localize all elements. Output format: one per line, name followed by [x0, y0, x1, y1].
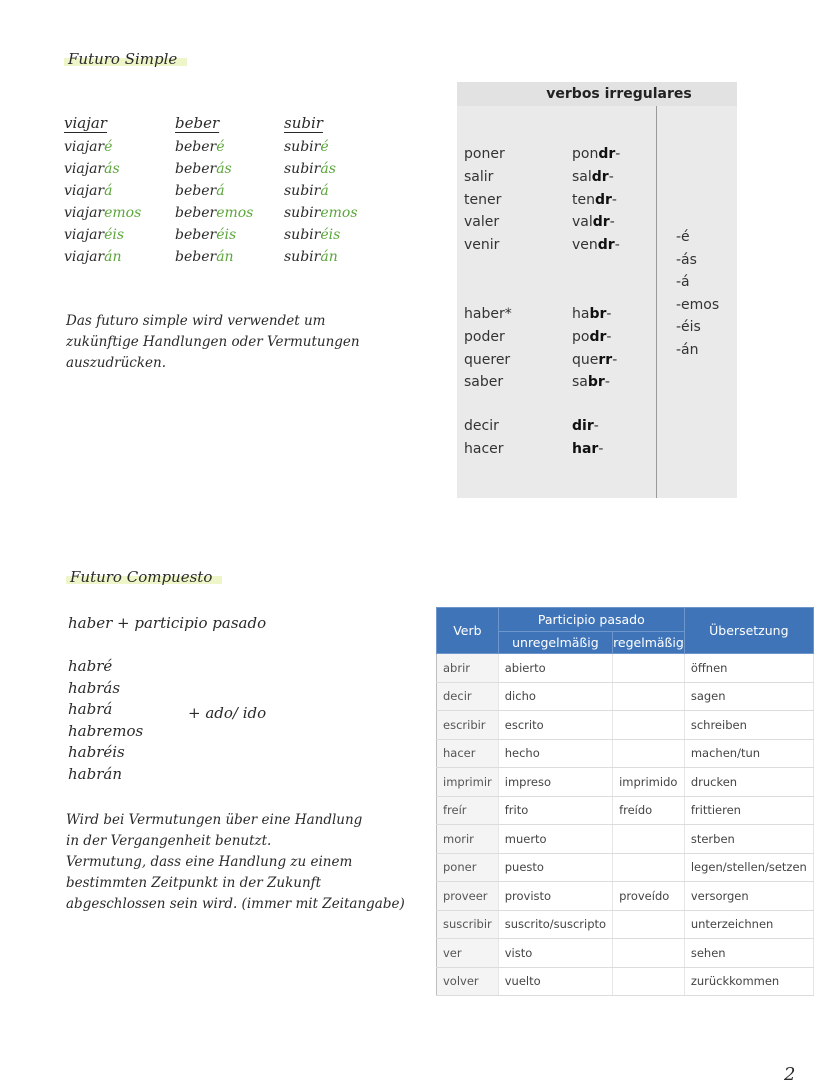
cell-irregular: escrito: [498, 711, 612, 740]
future-ending: -ás: [676, 251, 697, 268]
header-regular: regelmäßig: [613, 632, 685, 654]
cell-verb: proveer: [437, 882, 499, 911]
verb-ending: ás: [216, 161, 232, 177]
note-line: abgeschlossen sein wird. (immer mit Zeitangabe): [66, 896, 405, 912]
stem-hyphen: -: [615, 146, 621, 162]
verb-ending: é: [104, 139, 113, 155]
infinitive: decir: [464, 418, 499, 434]
verb-ending: án: [216, 249, 234, 265]
verb-ending: án: [104, 249, 122, 265]
table-row: [437, 739, 814, 768]
table-row: [437, 654, 814, 683]
cell-irregular: frito: [498, 796, 612, 825]
future-ending: -án: [676, 342, 699, 358]
header-translation: Übersetzung: [684, 608, 813, 654]
cell-irregular: vuelto: [498, 967, 612, 996]
cell-translation: sterben: [684, 825, 813, 854]
cell-regular: [613, 853, 685, 882]
cell-regular: [613, 682, 685, 711]
cell-verb: suscribir: [437, 910, 499, 939]
conjugated-form: [175, 158, 253, 180]
stem-bold-part: br: [589, 306, 607, 322]
stem-part: que: [572, 351, 599, 368]
future-ending: -á: [676, 274, 690, 291]
cell-translation: schreiben: [684, 711, 813, 740]
verb-ending: é: [320, 139, 329, 155]
conjugated-form: [284, 202, 358, 224]
irregular-verbs-title: verbos irregulares: [457, 82, 737, 106]
cell-verb: ver: [437, 939, 499, 968]
verb-stem: viajar: [64, 205, 105, 221]
conjugation-column: [175, 112, 253, 268]
divider-line: [656, 106, 657, 498]
verb-stem: viajar: [64, 249, 105, 265]
verb-stem: beber: [175, 227, 217, 243]
cell-irregular: muerto: [498, 825, 612, 854]
note-line: Wird bei Vermutungen über eine Handlung: [66, 812, 363, 828]
future-ending: -emos: [676, 296, 720, 313]
cell-translation: sehen: [684, 939, 813, 968]
cell-verb: imprimir: [437, 768, 499, 797]
conjugated-form: [175, 224, 253, 246]
verb-stem: beber: [175, 205, 217, 221]
cell-irregular: hecho: [498, 739, 612, 768]
verb-stem: beber: [175, 139, 217, 155]
stem-part: sal: [572, 168, 592, 185]
cell-translation: versorgen: [684, 882, 813, 911]
verb-ending: éis: [320, 227, 341, 243]
infinitive: valer: [464, 214, 500, 231]
haber-form: habrán: [68, 764, 122, 783]
haber-form: habré: [68, 657, 113, 675]
stem-hyphen: -: [612, 351, 618, 368]
infinitive: salir: [464, 168, 494, 185]
irregular-stem: [572, 146, 620, 162]
table-row: [437, 882, 814, 911]
conjugated-form: [64, 180, 141, 202]
cell-regular: imprimido: [613, 768, 685, 797]
table-row: [437, 682, 814, 711]
conjugated-form: [175, 136, 253, 158]
infinitive: querer: [464, 351, 511, 368]
cell-irregular: provisto: [498, 882, 612, 911]
futuro-simple-note: [66, 311, 360, 374]
conjugated-form: [175, 202, 253, 224]
stem-part: ven: [572, 237, 598, 254]
cell-translation: öffnen: [684, 654, 813, 683]
note-line: Vermutung, dass eine Handlung zu einem: [66, 854, 353, 870]
verb-ending: ás: [320, 161, 336, 177]
cell-regular: proveído: [613, 882, 685, 911]
infinitive: haber*: [464, 306, 512, 322]
cell-verb: poner: [437, 853, 499, 882]
table-row: [437, 939, 814, 968]
table-row: [437, 768, 814, 797]
column-header: subir: [284, 114, 323, 132]
irregular-stem: [572, 352, 617, 368]
verb-stem: subir: [284, 249, 321, 265]
conjugated-form: [175, 180, 253, 202]
verb-stem: viajar: [64, 161, 105, 177]
cell-translation: frittieren: [684, 796, 813, 825]
verb-stem: subir: [284, 227, 321, 243]
cell-verb: escribir: [437, 711, 499, 740]
infinitive: poder: [464, 328, 505, 345]
column-header: beber: [175, 114, 220, 132]
verb-stem: viajar: [64, 139, 105, 155]
verb-ending: é: [216, 139, 225, 155]
stem-bold-part: dr: [597, 237, 615, 254]
infinitive: hacer: [464, 440, 504, 457]
table-row: [437, 853, 814, 882]
stem-bold-part: dr: [592, 214, 610, 231]
table-row: [437, 711, 814, 740]
cell-irregular: suscrito/suscripto: [498, 910, 612, 939]
stem-hyphen: -: [606, 328, 612, 345]
verb-ending: á: [216, 183, 225, 199]
stem-bold-part: dr: [594, 191, 612, 208]
cell-verb: morir: [437, 825, 499, 854]
note-line: Das futuro simple wird verwendet um: [66, 313, 326, 329]
stem-part: po: [572, 328, 590, 345]
cell-verb: abrir: [437, 654, 499, 683]
irregular-stem: [572, 374, 610, 390]
irregular-stem: [572, 418, 599, 434]
cell-translation: unterzeichnen: [684, 910, 813, 939]
cell-irregular: puesto: [498, 853, 612, 882]
section-title-futuro-compuesto: Futuro Compuesto: [66, 568, 222, 586]
conjugated-form: [284, 224, 358, 246]
verb-stem: beber: [175, 161, 217, 177]
cell-regular: [613, 910, 685, 939]
participle-suffix: + ado/ ido: [188, 704, 267, 722]
verb-stem: subir: [284, 139, 321, 155]
future-ending: -é: [676, 229, 690, 245]
cell-translation: zurückkommen: [684, 967, 813, 996]
stem-hyphen: -: [593, 418, 599, 434]
irregular-stem: [572, 214, 615, 230]
irregular-stem: [572, 441, 603, 457]
table-row: [437, 910, 814, 939]
conjugated-form: [284, 158, 358, 180]
irregular-stem: [572, 306, 611, 322]
irregular-stem: [572, 329, 611, 345]
cell-irregular: visto: [498, 939, 612, 968]
cell-translation: legen/stellen/setzen: [684, 853, 813, 882]
verb-stem: beber: [175, 249, 217, 265]
conjugation-column: [284, 112, 358, 268]
conjugation-column: [64, 112, 141, 268]
verb-ending: éis: [216, 227, 237, 243]
verb-stem: subir: [284, 205, 321, 221]
stem-bold-part: rr: [598, 351, 613, 368]
future-ending: -éis: [676, 319, 701, 336]
haber-form: habrás: [68, 678, 121, 697]
verb-ending: án: [320, 249, 338, 265]
conjugated-form: [64, 224, 141, 246]
irregular-stem: [572, 169, 614, 185]
cell-regular: [613, 967, 685, 996]
conjugated-form: [64, 136, 141, 158]
infinitive: venir: [464, 237, 500, 254]
header-irregular: unregelmäßig: [498, 632, 612, 654]
stem-bold-part: dr: [598, 146, 616, 162]
note-line: auszudrücken.: [66, 355, 166, 371]
cell-translation: drucken: [684, 768, 813, 797]
stem-bold-part: dr: [589, 328, 607, 345]
stem-hyphen: -: [598, 440, 604, 457]
note-line: bestimmten Zeitpunkt in der Zukunft: [66, 875, 322, 891]
conjugated-form: [64, 158, 141, 180]
stem-bold-part: dir: [572, 418, 594, 434]
infinitive: tener: [464, 191, 502, 208]
formula: haber + participio pasado: [68, 614, 267, 632]
stem-hyphen: -: [611, 191, 617, 208]
verb-ending: éis: [104, 227, 125, 243]
note-line: zukünftige Handlungen oder Vermutungen: [66, 334, 360, 350]
table-row: [437, 825, 814, 854]
verb-ending: emos: [320, 205, 358, 221]
conjugated-form: [284, 180, 358, 202]
conjugated-form: [64, 202, 141, 224]
cell-translation: sagen: [684, 682, 813, 711]
cell-regular: [613, 825, 685, 854]
infinitive: poner: [464, 146, 505, 162]
table-row: [437, 796, 814, 825]
stem-hyphen: -: [614, 237, 620, 254]
verb-stem: subir: [284, 183, 321, 199]
haber-form: habréis: [68, 743, 125, 761]
conjugated-form: [175, 246, 253, 268]
haber-form: habrá: [68, 700, 113, 718]
cell-verb: volver: [437, 967, 499, 996]
irregular-verbs-box: [457, 82, 737, 498]
stem-hyphen: -: [606, 306, 612, 322]
stem-part: ha: [572, 306, 590, 322]
page-number: 2: [784, 1064, 796, 1085]
cell-verb: freír: [437, 796, 499, 825]
stem-part: ten: [572, 191, 595, 208]
section-title-futuro-simple: Futuro Simple: [64, 50, 187, 68]
stem-bold-part: br: [587, 374, 605, 391]
verb-ending: á: [104, 183, 113, 199]
irregular-stem: [572, 192, 617, 208]
note-line: in der Vergangenheit benutzt.: [66, 833, 272, 849]
cell-regular: [613, 711, 685, 740]
cell-regular: [613, 939, 685, 968]
cell-regular: [613, 654, 685, 683]
table-row: [437, 967, 814, 996]
verb-stem: beber: [175, 183, 217, 199]
cell-irregular: impreso: [498, 768, 612, 797]
irregular-stem: [572, 237, 620, 253]
cell-regular: freído: [613, 796, 685, 825]
verb-stem: viajar: [64, 227, 105, 243]
cell-regular: [613, 739, 685, 768]
cell-translation: machen/tun: [684, 739, 813, 768]
haber-forms: [68, 656, 143, 785]
stem-hyphen: -: [604, 374, 610, 391]
stem-part: sa: [572, 374, 588, 391]
haber-form: habremos: [68, 721, 144, 740]
stem-bold-part: dr: [591, 168, 609, 185]
stem-hyphen: -: [608, 168, 614, 185]
stem-part: pon: [572, 146, 599, 162]
verb-ending: á: [320, 183, 329, 199]
header-verb: Verb: [437, 608, 499, 654]
cell-verb: hacer: [437, 739, 499, 768]
verb-ending: ás: [104, 161, 120, 177]
conjugated-form: [284, 246, 358, 268]
verb-stem: viajar: [64, 183, 105, 199]
participle-table: [436, 607, 814, 996]
column-header: viajar: [64, 114, 107, 132]
conjugated-form: [284, 136, 358, 158]
stem-bold-part: har: [572, 440, 599, 457]
verb-stem: subir: [284, 161, 321, 177]
infinitive: saber: [464, 374, 504, 391]
header-participio: Participio pasado: [498, 608, 684, 632]
cell-irregular: abierto: [498, 654, 612, 683]
conjugated-form: [64, 246, 141, 268]
verb-ending: emos: [104, 205, 142, 221]
cell-irregular: dicho: [498, 682, 612, 711]
verb-ending: emos: [216, 205, 254, 221]
stem-hyphen: -: [609, 214, 615, 231]
futuro-compuesto-note: [66, 810, 405, 915]
cell-verb: decir: [437, 682, 499, 711]
stem-part: val: [572, 214, 593, 231]
